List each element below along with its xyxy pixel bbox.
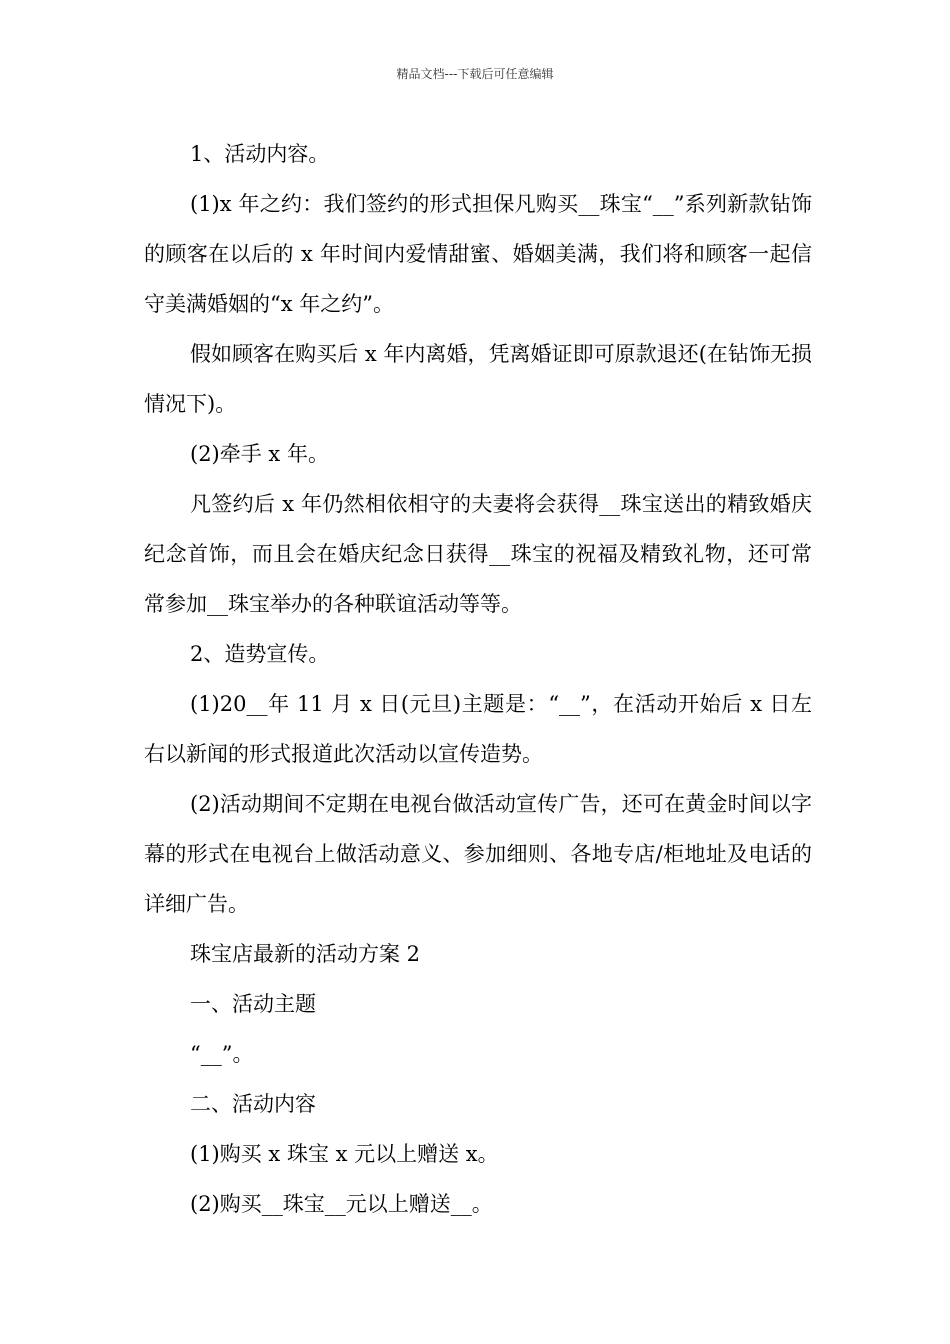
- paragraph-refund-policy: 假如顾客在购买后 x 年内离婚，凭离婚证即可原款退还(在钻饰无损情况下)。: [144, 342, 812, 416]
- activity-theme-heading: 一、活动主题: [190, 992, 316, 1016]
- section-1-heading: 1、活动内容。: [190, 142, 330, 166]
- section-2-heading: 2、造势宣传。: [190, 642, 330, 666]
- paragraph-news-promotion: (1)20__年 11 月 x 日(元旦)主题是：“__”，在活动开始后 x 日左右以新闻的形式报道此次活动以宣传造势。: [144, 692, 812, 766]
- paragraph-tv-advertising: (2)活动期间不定期在电视台做活动宣传广告，还可在黄金时间以字幕的形式在电视台上做活动意义、参加细则、各地专店/柜地址及电话的详细广告。: [144, 792, 812, 916]
- document-body: [144, 129, 812, 1229]
- activity-item-2: (2)购买__珠宝__元以上赠送__。: [190, 1192, 493, 1216]
- activity-item-1: (1)购买 x 珠宝 x 元以上赠送 x。: [190, 1142, 499, 1166]
- plan-2-title: 珠宝店最新的活动方案 2: [190, 942, 421, 966]
- subsection-hand-in-hand: (2)牵手 x 年。: [190, 442, 329, 466]
- activity-content-heading: 二、活动内容: [190, 1092, 316, 1116]
- paragraph-x-year-promise: (1)x 年之约：我们签约的形式担保凡购买__珠宝“__”系列新款钻饰的顾客在以后的 x 年时间内爱情甜蜜、婚姻美满，我们将和顾客一起信守美满婚姻的“x 年之约”。: [144, 192, 812, 316]
- page-header: 精品文档---下载后可任意编辑: [396, 67, 554, 81]
- paragraph-anniversary-gift: 凡签约后 x 年仍然相依相守的夫妻将会获得__珠宝送出的精致婚庆纪念首饰，而且会在婚庆纪念日获得__珠宝的祝福及精致礼物，还可常常参加__珠宝举办的各种联谊活动等等。: [144, 492, 812, 616]
- activity-theme-value: “__”。: [190, 1042, 254, 1066]
